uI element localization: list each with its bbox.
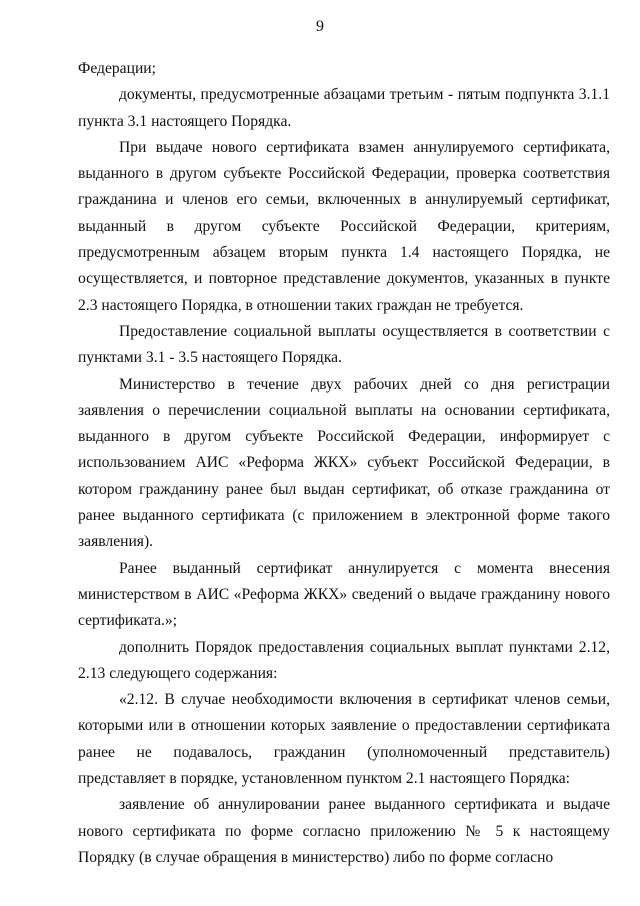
- paragraph: дополнить Порядок предоставления социальных выплат пунктами 2.12, 2.13 следующего содержания:: [78, 638, 610, 682]
- document-body: [78, 56, 610, 871]
- paragraph: При выдаче нового сертификата взамен аннулируемого сертификата, выданного в другом субъекте Российской Федерации, проверка соответствия гражданина и членов его семьи, включенных в аннулируемый сертификат, выданный в другом субъекте Российской Федерации, критериям, предусмотренным абзацем вторым пункта 1.4 настоящего Порядка, не осуществляется, и повторное представление документов, указанных в пункте 2.3 настоящего Порядка, в отношении таких граждан не требуется.: [78, 138, 610, 314]
- paragraph: Ранее выданный сертификат аннулируется с момента внесения министерством в АИС «Реформа ЖКХ» сведений о выдаче гражданину нового сертификата.»;: [78, 559, 610, 630]
- paragraph: Предоставление социальной выплаты осуществляется в соответствии с пунктами 3.1 - 3.5 настоящего Порядка.: [78, 322, 610, 367]
- paragraph: Федерации;: [78, 60, 156, 77]
- paragraph: заявление об аннулировании ранее выданного сертификата и выдаче нового сертификата по форме согласно приложению № 5 к настоящему Порядку (в случае обращения в министерство) либо по форме согласно: [78, 796, 610, 866]
- page-number: 9: [316, 18, 324, 35]
- paragraph: «2.12. В случае необходимости включения в сертификат членов семьи, которыми или в отношении которых заявление о предоставлении сертификата ранее не подавалось, гражданин (уполномоченный представитель) представляет в порядке, установленном пунктом 2.1 настоящего Порядка:: [78, 691, 610, 788]
- paragraph: Министерство в течение двух рабочих дней со дня регистрации заявления о перечислении социальной выплаты на основании сертификата, выданного в другом субъекте Российской Федерации, информирует с использованием АИС «Реформа ЖКХ» субъект Российской Федерации, в котором гражданину ранее был выдан сертификат, об отказе гражданина от ранее выданного сертификата (с приложением в электронной форме такого заявления).: [78, 375, 610, 551]
- paragraph: документы, предусмотренные абзацами третьим - пятым подпункта 3.1.1 пункта 3.1 настоящего Порядка.: [78, 86, 610, 130]
